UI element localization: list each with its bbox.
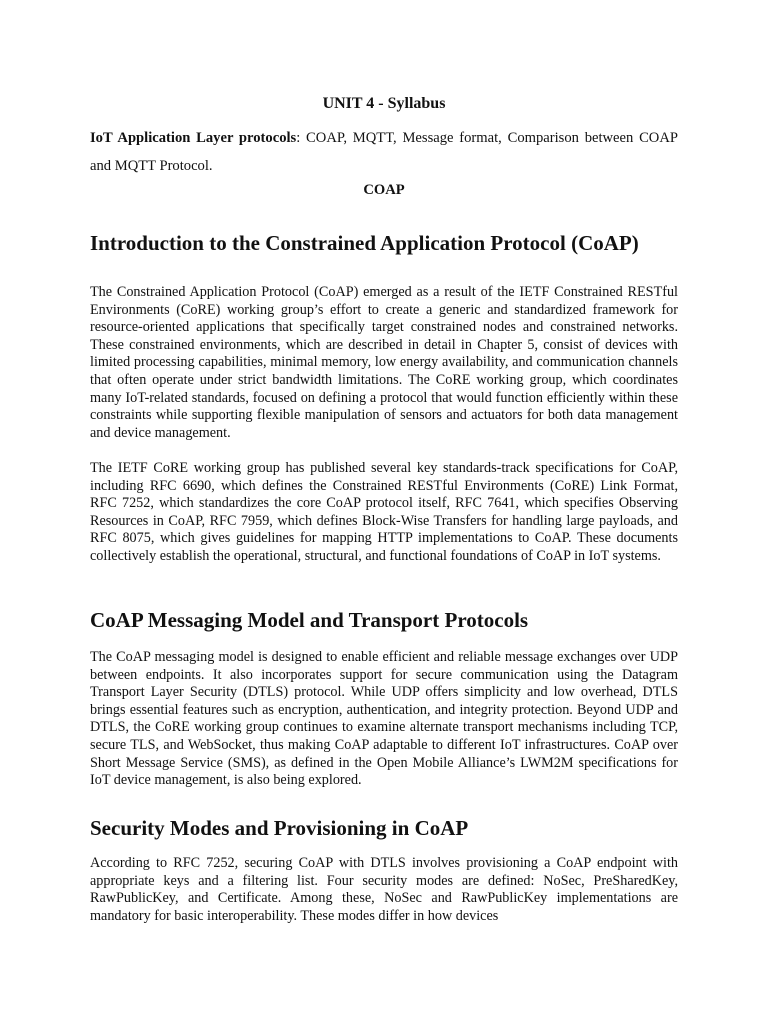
- section-heading-messaging: CoAP Messaging Model and Transport Protocols: [90, 608, 529, 632]
- syllabus-line: [90, 124, 678, 180]
- messaging-paragraph: The CoAP messaging model is designed to enable efficient and reliable message exchanges over UDP between endpoints. It also incorporates support for secure communication using the Datagram Transport Layer Security (DTLS) protocol. While UDP offers simplicity and low overhead, DTLS brings essential features such as encryption, authentication, and integrity protection. Beyond UDP and DTLS, the CoRE working group continues to examine alternate transport mechanisms including TCP, secure TLS, and WebSocket, thus making CoAP adaptable to different IoT infrastructures. CoAP over Short Message Service (SMS), as defined in the Open Mobile Alliance’s LWM2M specifications for IoT device management, is also being explored.: [90, 649, 678, 789]
- coap-heading: COAP: [363, 182, 405, 198]
- security-paragraph: According to RFC 7252, securing CoAP with DTLS involves provisioning a CoAP endpoint with appropriate keys and a filtering list. Four security modes are defined: NoSec, PreSharedKey, RawPublicKey, and Certificate. Among these, NoSec and RawPublicKey implementations are mandatory for basic interoperability. These modes differ in how devices: [90, 855, 678, 924]
- section-heading-security: Security Modes and Provisioning in CoAP: [90, 816, 469, 840]
- intro-paragraph-2: The IETF CoRE working group has published several key standards-track specifications for CoAP, including RFC 6690, which defines the Constrained RESTful Environments (CoRE) Link Format, RFC 7252, which standardizes the core CoAP protocol itself, RFC 7641, which specifies Observing Resources in CoAP, RFC 7959, which defines Block-Wise Transfers for handling large payloads, and RFC 8075, which gives guidelines for mapping HTTP implementations to CoAP. These documents collectively establish the operational, structural, and functional foundations of CoAP in IoT systems.: [90, 460, 678, 564]
- syllabus-label: IoT Application Layer protocols: [90, 130, 297, 146]
- unit-title: UNIT 4 - Syllabus: [322, 95, 446, 112]
- intro-paragraph-1: The Constrained Application Protocol (CoAP) emerged as a result of the IETF Constrained RESTful Environments (CoRE) working group’s effort to create a generic and standardized framework for resource-oriented applications that specifically target constrained nodes and constrained networks. These constrained environments, which are described in detail in Chapter 5, consist of devices with limited processing capabilities, minimal memory, low energy availability, and communication channels that often operate under strict bandwidth limitations. The CoRE working group, which coordinates many IoT-related standards, focused on defining a protocol that would function efficiently within these constraints while supporting flexible manipulation of sensors and actuators for both data management and device management.: [90, 284, 678, 441]
- syllabus-text: : COAP, MQTT, Message format, Comparison between COAP and MQTT Protocol.: [90, 130, 678, 174]
- section-heading-intro: Introduction to the Constrained Application Protocol (CoAP): [90, 231, 639, 255]
